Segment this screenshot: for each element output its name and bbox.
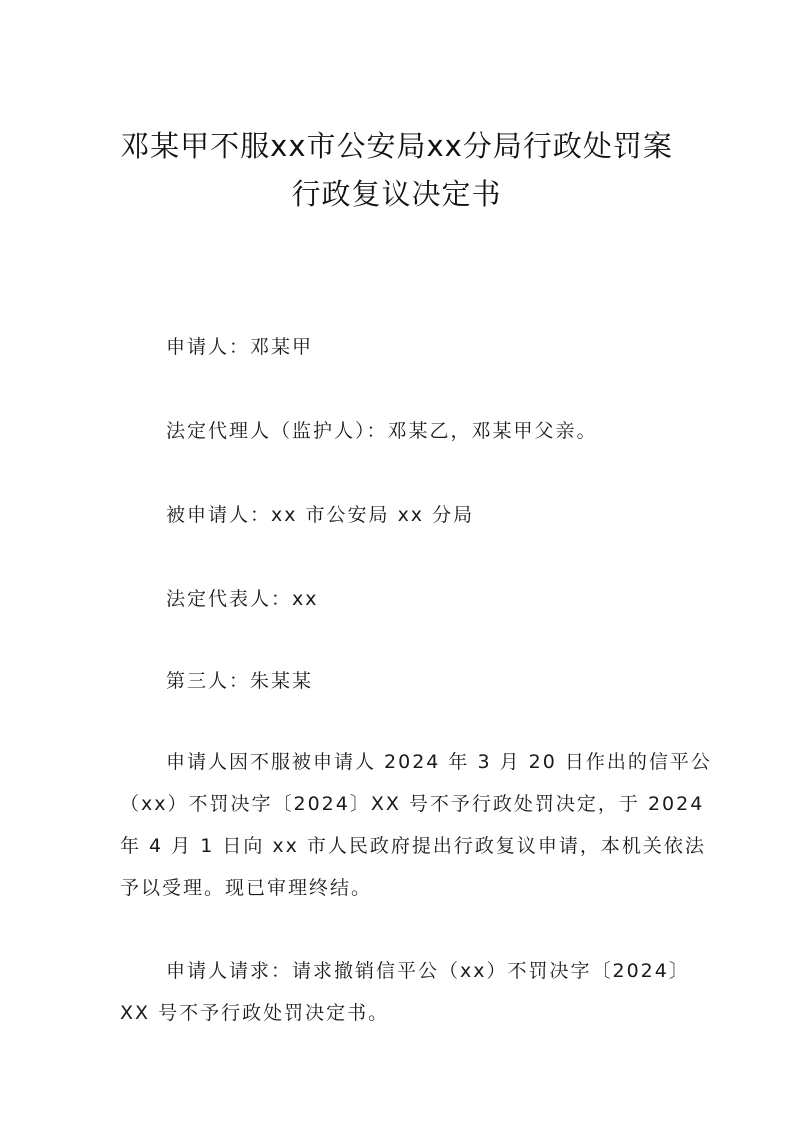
paragraph-line: 申请人请求：请求撤销信平公（xx）不罚决字〔2024〕 xyxy=(166,960,690,982)
paragraph-line: 予以受理。现已审理终结。 xyxy=(120,877,373,899)
paragraph-line: 年 4 月 1 日向 xx 市人民政府提出行政复议申请，本机关依法 xyxy=(120,835,706,857)
legal-representative-line: 法定代表人：xx xyxy=(166,588,319,610)
applicant-line: 申请人：邓某甲 xyxy=(166,336,314,358)
paragraph-line: 申请人因不服被申请人 2024 年 3 月 20 日作出的信平公 xyxy=(166,751,712,773)
respondent-line: 被申请人：xx 市公安局 xx 分局 xyxy=(166,504,475,526)
legal-agent-line: 法定代理人（监护人）：邓某乙，邓某甲父亲。 xyxy=(166,420,598,442)
document-title-line-2: 行政复议决定书 xyxy=(291,177,502,211)
third-party-line: 第三人：朱某某 xyxy=(166,670,314,692)
case-background-paragraph xyxy=(120,741,712,909)
applicant-request-paragraph xyxy=(120,950,690,1034)
document-title-line-1: 邓某甲不服xx市公安局xx分局行政处罚案 xyxy=(120,129,673,163)
paragraph-line: XX 号不予行政处罚决定书。 xyxy=(120,1002,390,1024)
paragraph-line: （xx）不罚决字〔2024〕XX 号不予行政处罚决定，于 2024 xyxy=(120,793,705,815)
